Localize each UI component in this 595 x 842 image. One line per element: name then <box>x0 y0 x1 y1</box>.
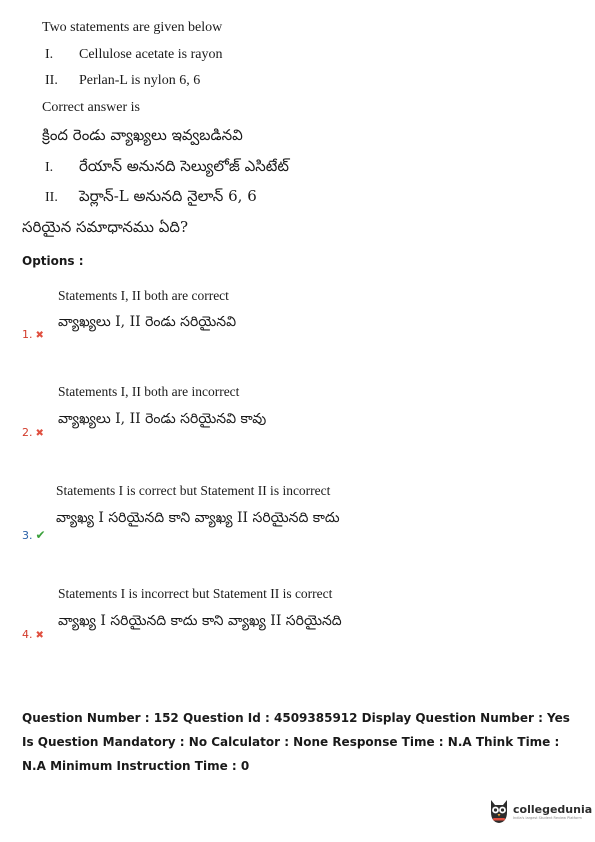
question-intro-te: క్రింద రెండు వ్యాఖ్యలు ఇవ్వబడినవి <box>42 126 243 144</box>
statement-2-te-numeral: II. <box>45 190 58 205</box>
option-2-marker[interactable] <box>22 426 44 439</box>
logo-name: collegedunia <box>513 802 593 816</box>
statement-1-text: Cellulose acetate is rayon <box>79 47 223 62</box>
option-3-te: వ్యాఖ్య I సరియైనది కాని వ్యాఖ్య II సరియైనది కాదు <box>56 510 340 526</box>
option-1-marker[interactable] <box>22 328 44 341</box>
option-3-number: 3. <box>22 529 33 542</box>
option-1-en: Statements I, II both are correct <box>58 288 229 303</box>
statement-1-en <box>45 47 222 63</box>
option-4-en: Statements I is incorrect but Statement II is correct <box>58 586 333 601</box>
statement-1-numeral: I. <box>45 47 54 62</box>
option-2-number: 2. <box>22 426 33 439</box>
question-prompt-te: సరియైన సమాధానము ఏది? <box>22 218 189 236</box>
option-2-en: Statements I, II both are incorrect <box>58 384 240 399</box>
option-3-marker[interactable] <box>22 528 46 542</box>
option-1-te: వ్యాఖ్యలు I, II రెండు సరియైనవి <box>58 314 237 330</box>
owl-icon <box>488 798 510 824</box>
option-1-number: 1. <box>22 328 33 341</box>
statement-2-text: Perlan-L is nylon 6, 6 <box>79 73 201 88</box>
option-4-number: 4. <box>22 628 33 641</box>
question-prompt-en: Correct answer is <box>42 100 140 115</box>
checkmark-icon: ✔ <box>35 528 46 542</box>
statement-2-numeral: II. <box>45 73 58 88</box>
statement-1-te-text: రేయాన్ అనునది సెల్యులోజ్ ఎసిటేట్ <box>79 157 289 175</box>
logo-tagline: India's largest Student Review Platform <box>513 815 582 820</box>
statement-2-te <box>45 187 257 209</box>
cross-icon: ✖ <box>35 630 44 641</box>
collegedunia-logo <box>488 798 592 824</box>
statement-2-te-text: పెర్లాన్-L అనునది నైలాన్ 6, 6 <box>79 187 257 205</box>
statement-2-en <box>45 73 200 89</box>
cross-icon: ✖ <box>35 330 44 341</box>
question-intro-en: Two statements are given below <box>42 20 223 35</box>
option-4-marker[interactable] <box>22 628 44 641</box>
option-4-te: వ్యాఖ్య I సరియైనది కాదు కాని వ్యాఖ్య II సరియైనది <box>58 613 342 629</box>
options-heading: Options : <box>22 254 84 268</box>
option-3-en: Statements I is correct but Statement II is incorrect <box>56 483 331 498</box>
cross-icon: ✖ <box>35 428 44 439</box>
statement-1-te-numeral: I. <box>45 160 54 175</box>
option-2-te: వ్యాఖ్యలు I, II రెండు సరియైనవి కావు <box>58 411 267 427</box>
statement-1-te <box>45 157 289 179</box>
question-metadata: Question Number : 152 Question Id : 4509385912 Display Question Number : Yes Is Question Mandatory : No Calculator : None Response Time : N.A Think Time : N.A Minimum Instruction Time : 0 <box>22 711 570 773</box>
